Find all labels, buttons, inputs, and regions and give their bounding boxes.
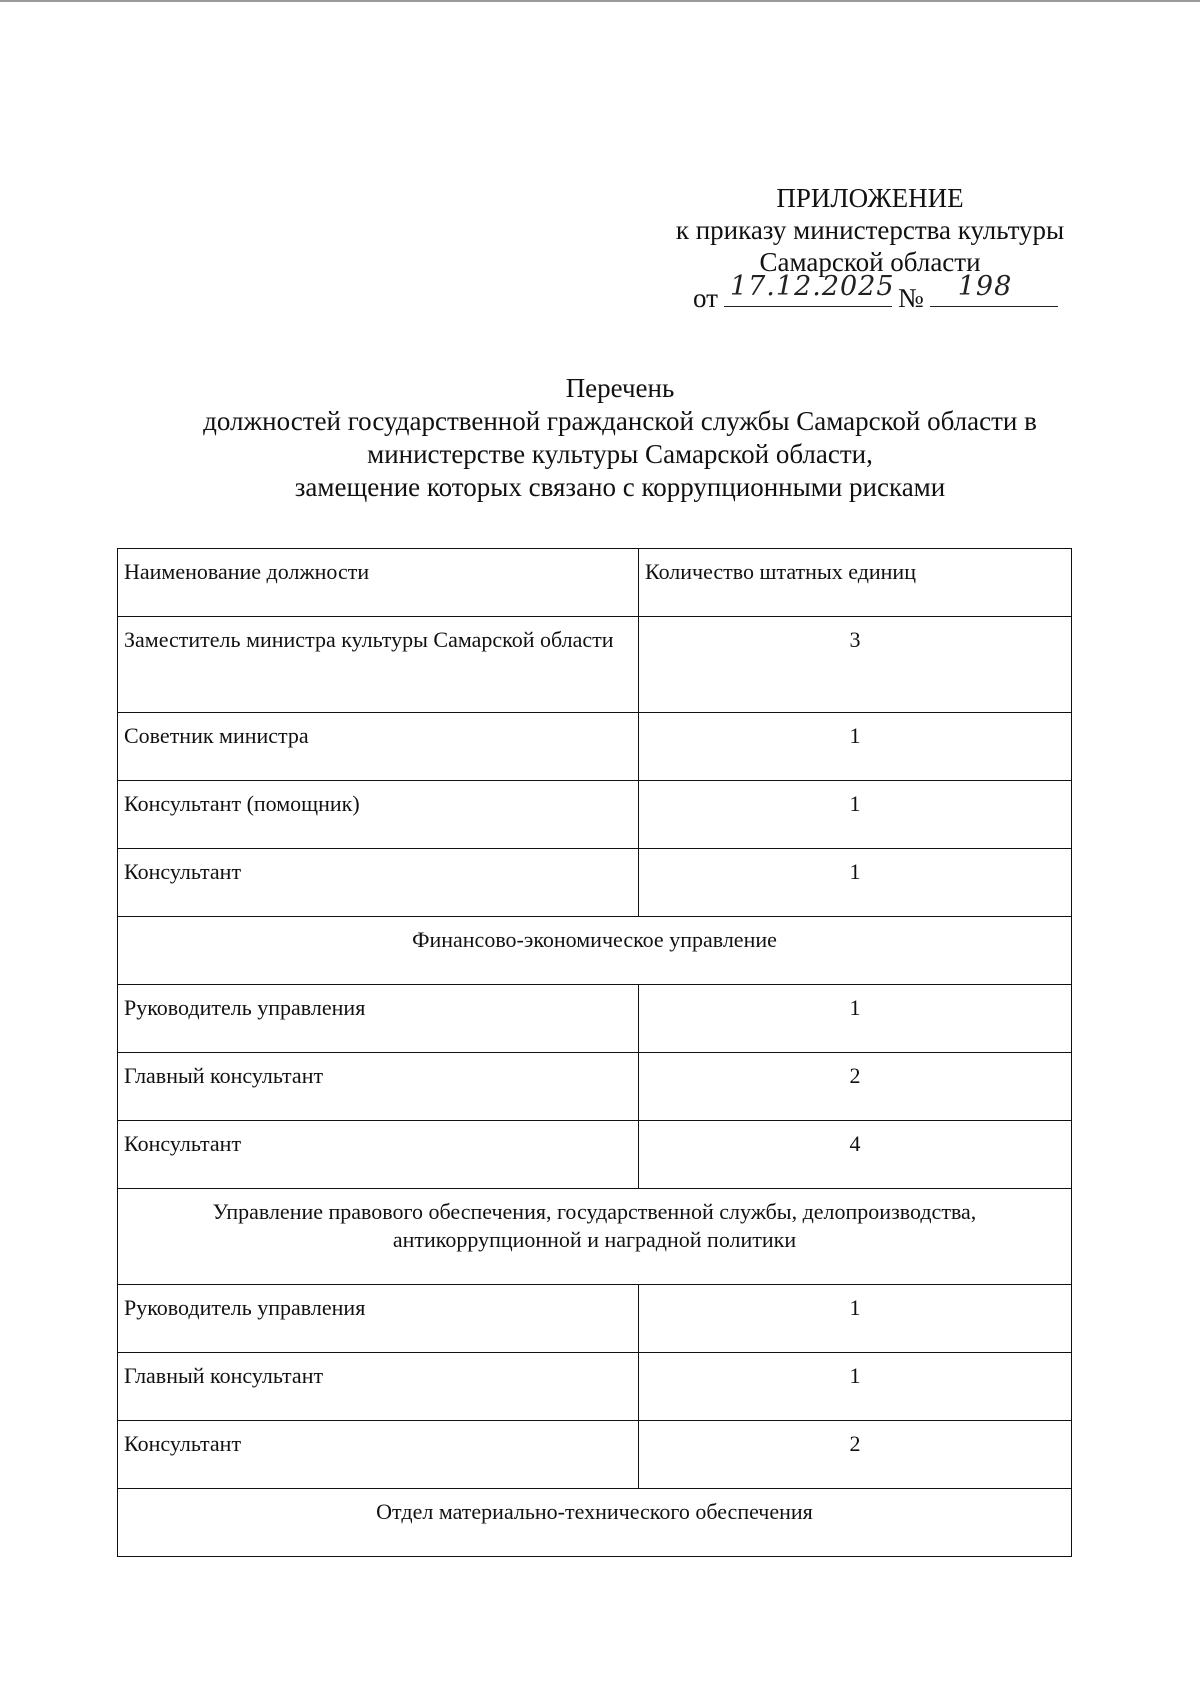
staff-count: 1 bbox=[639, 1285, 1072, 1353]
section-title: Управление правового обеспечения, государственной службы, делопроизводства, антикоррупционной и наградной политики bbox=[118, 1189, 1072, 1285]
order-reference bbox=[693, 271, 1064, 314]
table-row bbox=[118, 617, 1072, 713]
position-name: Консультант (помощник) bbox=[118, 781, 639, 849]
title-line-4: замещение которых связано с коррупционными рисками bbox=[294, 472, 946, 502]
staff-count: 1 bbox=[639, 781, 1072, 849]
section-row bbox=[118, 1489, 1072, 1557]
header-position-name: Наименование должности bbox=[118, 549, 639, 617]
table-row bbox=[118, 1285, 1072, 1353]
section-row bbox=[118, 1189, 1072, 1285]
table-row bbox=[118, 1121, 1072, 1189]
handwritten-number: 198 bbox=[957, 271, 1013, 302]
appendix-title: ПРИЛОЖЕНИЕ bbox=[776, 183, 964, 213]
section-title: Отдел материально-технического обеспечения bbox=[118, 1489, 1072, 1557]
staff-count: 1 bbox=[639, 1353, 1072, 1421]
staff-count: 2 bbox=[639, 1421, 1072, 1489]
table-row bbox=[118, 781, 1072, 849]
staff-count: 1 bbox=[639, 849, 1072, 917]
staff-count: 1 bbox=[639, 985, 1072, 1053]
position-name: Заместитель министра культуры Самарской области bbox=[118, 617, 639, 713]
table-row bbox=[118, 1053, 1072, 1121]
appendix-order-line: к приказу министерства культуры bbox=[675, 215, 1065, 245]
position-name: Консультант bbox=[118, 1421, 639, 1489]
document-title bbox=[120, 372, 1120, 504]
header-staff-count: Количество штатных единиц bbox=[639, 549, 1072, 617]
position-name: Руководитель управления bbox=[118, 1285, 639, 1353]
staff-count: 3 bbox=[639, 617, 1072, 713]
section-row bbox=[118, 917, 1072, 985]
section-title: Финансово-экономическое управление bbox=[118, 917, 1072, 985]
number-prefix: № bbox=[897, 283, 924, 313]
staff-count: 2 bbox=[639, 1053, 1072, 1121]
title-line-3: министерстве культуры Самарской области, bbox=[367, 439, 873, 469]
positions-table bbox=[117, 548, 1072, 1557]
position-name: Главный консультант bbox=[118, 1353, 639, 1421]
appendix-region-line: Самарской области bbox=[759, 247, 981, 277]
position-name: Консультант bbox=[118, 1121, 639, 1189]
table-row bbox=[118, 1421, 1072, 1489]
title-line-2: должностей государственной гражданской службы Самарской области в bbox=[203, 406, 1037, 436]
table-row bbox=[118, 985, 1072, 1053]
position-name: Советник министра bbox=[118, 713, 639, 781]
staff-count: 4 bbox=[639, 1121, 1072, 1189]
position-name: Консультант bbox=[118, 849, 639, 917]
date-field bbox=[724, 271, 895, 307]
title-line-1: Перечень bbox=[565, 373, 675, 403]
appendix-header bbox=[640, 182, 1100, 278]
page-top-edge bbox=[0, 0, 1200, 2]
table-row bbox=[118, 1353, 1072, 1421]
date-prefix: от bbox=[693, 283, 718, 313]
staff-count: 1 bbox=[639, 713, 1072, 781]
position-name: Руководитель управления bbox=[118, 985, 639, 1053]
number-field bbox=[930, 271, 1058, 307]
table-header-row bbox=[118, 549, 1072, 617]
table-row bbox=[118, 713, 1072, 781]
handwritten-date: 17.12.2025 bbox=[729, 271, 895, 302]
position-name: Главный консультант bbox=[118, 1053, 639, 1121]
table-row bbox=[118, 849, 1072, 917]
